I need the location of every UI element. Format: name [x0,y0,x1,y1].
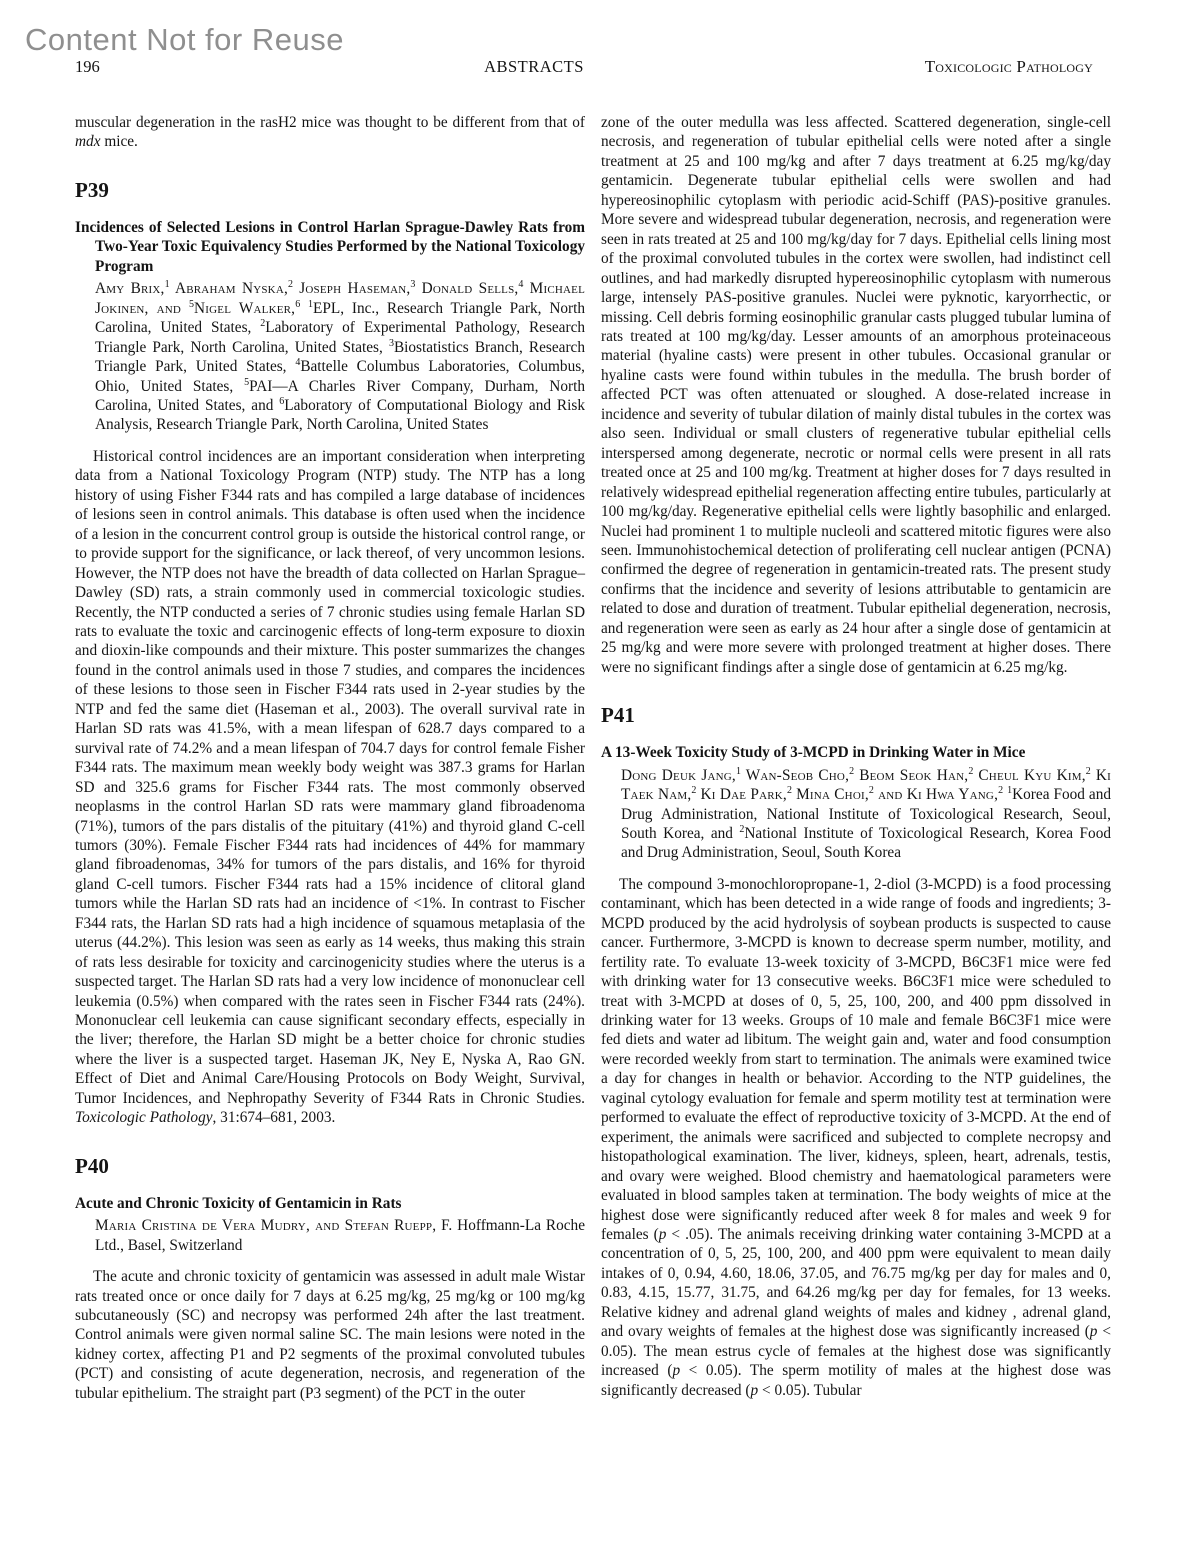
abstract-authors-p40: Maria Cristina de Vera Mudry, and Stefan Ruepp, F. Hoffmann-La Roche Ltd., Basel, Switzerland [95,1217,585,1254]
left-column [75,113,585,1403]
watermark-text: Content Not for Reuse [25,22,344,57]
abstract-body-p41: The compound 3-monochloropropane-1, 2-diol (3-MCPD) is a food processing contaminant, which has been detected in a wide range of foods and ingredients; 3-MCPD produced by the acid hydrolysis of soybean products is suspected to cause cancer. Furthermore, 3-MCPD is known to decrease sperm number, motility, and fertility rate. To evaluate 13-week toxicity of 3-MCPD, B6C3F1 mice were fed with drinking water for 13 consecutive weeks. B6C3F1 mice were scheduled to treat with 3-MCPD at doses of 0, 5, 25, 100, 200, and 400 ppm dissolved in drinking water for 13 weeks. Groups of 10 male and female B6C3F1 mice were fed diets and water ad libitum. The weight gain and, water and food consumption were recorded weekly from start to termination. The animals were examined twice a day for changes in health or behavior. According to the NTP guidelines, the vaginal cytology evaluation for female and sperm motility test at termination were performed to evaluate the effect of reproductive toxicity of 3-MCPD. At the end of experiment, the animals were sacrificed and subjected to complete necropsy and histopathological examination. The liver, kidneys, spleen, heart, adrenals, testis, and ovary were weighed. Blood chemistry and haematological parameters were evaluated in blood samples taken at termination. The body weights of mice at the highest dose were significantly reduced after week 8 for males and week 9 for females (p < .05). The animals receiving drinking water containing 3-MCPD at a concentration of 0, 5, 25, 100, 200, and 400 ppm were equivalent to mean daily intakes of 0, 0.94, 4.60, 18.06, 37.05, and 76.75 mg/kg per day for males and 0, 0.83, 4.15, 15.77, 31.75, and 64.26 mg/kg per day for females, for 13 weeks. Relative kidney and adrenal gland weights of males and kidney , adrenal gland, and ovary weights of females at the highest dose was significantly increased (p < 0.05). The mean estrus cycle of females at the highest dose was significantly increased (p < 0.05). The sperm motility of males at the highest dose was significantly decreased (p < 0.05). Tubular [601,875,1111,1399]
page-number: 196 [75,57,100,76]
continuation-paragraph: zone of the outer medulla was less affected. Scattered degeneration, single-cell necrosis, and regeneration of tubular epithelial cells were noted after a single treatment at 25 and 100 mg/kg and after 7 days treatment at 6.25 mg/kg/day gentamicin. Degenerate tubular epithelial cells were swollen and had hypereosinophilic cytoplasm with periodic acid-Schiff (PAS)-positive granules. More severe and widespread tubular degeneration, necrosis, and regeneration were seen in rats treated at 25 and 100 mg/kg/day for 7 days. Epithelial cells lining most of the proximal convoluted tubules in the cortex were swollen, had indistinct cell outlines, and had markedly disrupted hypereosinophilic cytoplasm with numerous large, intensely PAS-positive granules. Nuclei were pyknotic, karyorrhectic, or missing. Cell debris forming eosinophilic granular casts plugged tubular lumina of rats treated at 100 mg/kg/day. Lesser amounts of an amorphous proteinaceous material (hyaline casts) were present in other tubules. Occasional granular or hyaline casts were found within tubules in the medulla. The brush border of affected PCT was often attenuated or sloughed. A dose-related increase in incidence and severity of tubular dilation of mainly distal tubules in the cortex was also seen. Individual or small clusters of regenerative tubular epithelial cells interspersed among degenerate, necrotic or normal cells were present in all rats treated once at 25 and 100 mg/kg. Treatment at higher doses for 7 days resulted in relatively widespread epithelial regeneration affecting entire tubules, particularly at 100 mg/kg/day. Regenerative epithelial cells were lightly basophilic and enlarged. Nuclei had prominent 1 to multiple nucleoli and scattered mitotic figures were also seen. Immunohistochemical detection of proliferating cell nuclear antigen (PCNA) confirmed the degree of regeneration in gentamicin-treated rats. The present study confirms that the incidence and severity of lesions attributable to gentamicin are related to dose and duration of treatment. Tubular epithelial degeneration, necrosis, and regeneration were seen as early as 24 hour after a single dose of gentamicin at 25 mg/kg and were more severe with prolonged treatment at higher doses. There were no significant findings after a single dose of gentamicin at 6.25 mg/kg. [601,114,1111,676]
right-column [601,113,1111,1403]
journal-name: Toxicologic Pathology [924,57,1093,76]
abstract-body-p39: Historical control incidences are an important consideration when interpreting data from a National Toxicology Program (NTP) study. The NTP has a long history of using Fisher F344 rats and has compiled a large database of incidences of lesions seen in control animals. This database is often used when the incidence of a lesion in the concurrent control group is outside the historical control range, or to provide support for the significance, or lack thereof, of very uncommon lesions. However, the NTP does not have the breadth of data collected on Harlan Sprague–Dawley (SD) rats, a strain commonly used in commercial toxicologic studies. Recently, the NTP conducted a series of 7 chronic studies using female Harlan SD rats to evaluate the toxic and carcinogenic effects of long-term exposure to dioxin and dioxin-like compounds and their mixture. This poster summarizes the changes found in the control animals used in those 7 studies, and compares the incidences of these lesions to those seen in Fischer F344 rats used in 2-year studies by the NTP and fed the same diet (Haseman et al., 2003). The overall survival rate in Harlan SD rats was 41.5%, with a mean lifespan of 628.7 days compared to a survival rate of 74.2% and a mean lifespan of 704.7 days for control female Fisher F344 rats. The maximum mean weekly body weight was 387.3 grams for Harlan SD and 325.6 grams for Fischer F344 rats. The most commonly observed neoplasms in the control Harlan SD rats were mammary gland fibroadenoma (71%), tumors of the pars distalis of the pituitary (41%) and thyroid gland C-cell tumors (30%). Female Fischer F344 rats had incidences of 44% for mammary gland fibroadenomas, 34% for tumors of the pars distalis, and 16% for thyroid gland C-cell tumors. Fischer F344 rats had a 15% incidence of clitoral gland tumors while the Harlan SD rats had an incidence of <1%. In contrast to Fischer F344 rats, the Harlan SD rats had a high incidence of squamous metaplasia of the uterus (44.2%). This lesion was seen as early as 14 weeks, thus making this strain of rats less desirable for toxicity and carcinogenicity studies where the uterus is a suspected target. The Harlan SD rats had a very low incidence of mononuclear cell leukemia (0.5%) when compared with the rates seen in Fischer F344 rats (24%). Mononuclear cell leukemia can cause significant secondary effects, especially in the liver; therefore, the Harlan SD might be a better choice for chronic studies where the liver is a suspected target. Haseman JK, Ney E, Nyska A, Rao GN. Effect of Diet and Animal Care/Housing Protocols on Body Weight, Survival, Tumor Incidences, and Nephropathy Severity of F344 Rats in Chronic Studies. Toxicologic Pathology, 31:674–681, 2003. [75,447,585,1127]
abstract-title-p40: Acute and Chronic Toxicity of Gentamicin in Rats [75,1194,402,1212]
page-header [75,57,1093,77]
two-column-body [75,113,1111,1403]
abstract-body-p40: The acute and chronic toxicity of gentamicin was assessed in adult male Wistar rats treated once or once daily for 7 days at 6.25 mg/kg, 25 mg/kg or 100 mg/kg subcutaneously (SC) and necropsy was performed 24h after the last treatment. Control animals were given normal saline SC. The main lesions were noted in the kidney cortex, affecting P1 and P2 segments of the proximal convoluted tubules (PCT) and consisting of acute degeneration, necrosis, and regeneration of the tubular epithelium. The straight part (P3 segment) of the PCT in the outer [75,1268,585,1402]
abstract-number-p40: P40 [75,1153,109,1178]
abstract-p39 [75,179,585,1128]
abstract-title-p41: A 13-Week Toxicity Study of 3-MCPD in Drinking Water in Mice [601,744,1026,762]
abstract-title-p39: Incidences of Selected Lesions in Control Harlan Sprague-Dawley Rats from Two-Year Toxic Equivalency Studies Performed by the National Toxicology Program [75,218,585,275]
abstract-p40 [75,1155,585,1404]
continuation-paragraph: muscular degeneration in the rasH2 mice was thought to be different from that of mdx mice. [75,114,585,151]
abstract-authors-p41: Dong Deuk Jang,$^1$ Wan-Seob Cho,$^2$ Beom Seok Han,$^2$ Cheul Kyu Kim,$^2$ Ki Taek Nam,$^2$ Ki Dae Park,$^2$ Mina Choi,$^2$ and Ki Hwa Yang,$^2$ $^1$Korea Food and Drug Administration, National Institute of Toxicological Research, Seoul, South Korea, and $^2$National Institute of Toxicological Research, Korea Food and Drug Administration, Seoul, South Korea [621,765,1112,862]
abstract-p41 [601,704,1111,1400]
abstract-number-p41: P41 [601,703,635,728]
running-head: ABSTRACTS [484,57,584,76]
abstract-authors-p39: Amy Brix,$^1$ Abraham Nyska,$^2$ Joseph Haseman,$^3$ Donald Sells,$^4$ Michael Jokinen, and $^5$Nigel Walker,$^6$ $^1$EPL, Inc., Research Triangle Park, North Carolina, United States, $^2$Laboratory of Experimental Pathology, Research Triangle Park, North Carolina, United States, $^3$Biostatistics Branch, Research Triangle Park, United States, $^4$Battelle Columbus Laboratories, Columbus, Ohio, United States, $^5$PAI—A Charles River Company, Durham, North Carolina, United States, and $^6$Laboratory of Computational Biology and Risk Analysis, Research Triangle Park, North Carolina, United States [95,279,586,434]
abstract-number-p39: P39 [75,177,109,202]
